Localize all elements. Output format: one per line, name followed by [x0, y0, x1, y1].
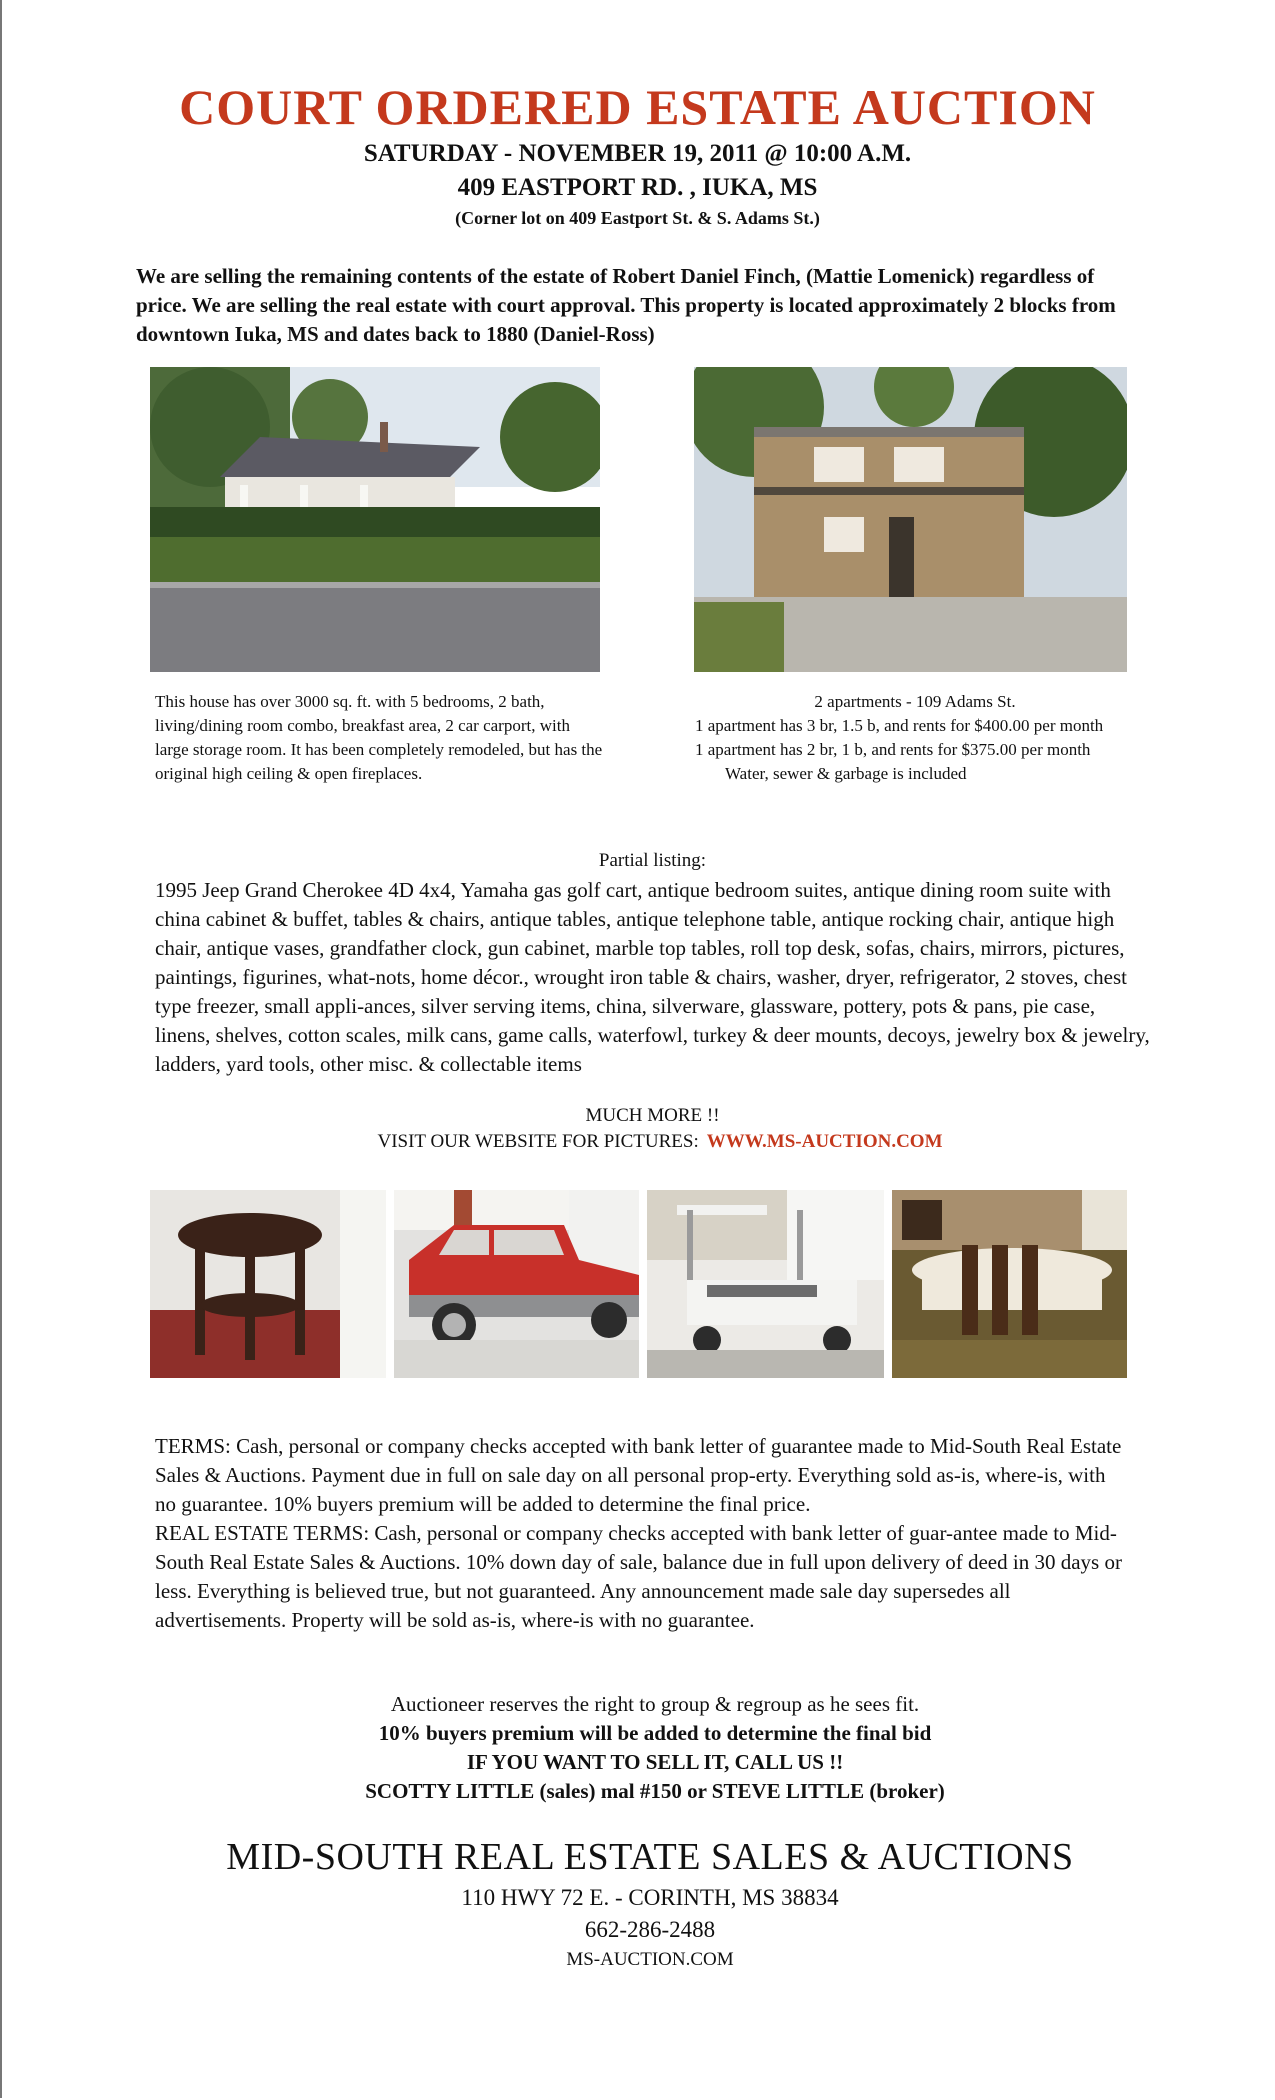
- partial-listing: 1995 Jeep Grand Cherokee 4D 4x4, Yamaha gas golf cart, antique bedroom suites, antique dining room suite with china cabinet & buffet, tables & chairs, antique tables, antique telephone table, antique rocking chair, antique high chair, antique vases, grandfather clock, gun cabinet, marble top tables, roll top desk, sofas, chairs, mirrors, pictures, paintings, figurines, what-nots, home décor., wrought iron table & chairs, washer, dryer, refrigerator, 2 stoves, chest type freezer, small appli-ances, silver serving items, china, silverware, glassware, pottery, pots & pans, pie case, linens, shelves, cotton scales, milk cans, game calls, waterfowl, turkey & deer mounts, decoys, jewelry box & jewelry, ladders, yard tools, other misc. & collectable items: [155, 878, 1150, 1076]
- intro-paragraph: We are selling the remaining contents of the estate of Robert Daniel Finch, (Mattie Lomenick) regardless of price. We are selling the real estate with court approval. This property is located approximately 2 blocks from downtown Iuka, MS and dates back to 1880 (Daniel-Ross): [136, 264, 1116, 346]
- company-website[interactable]: MS-AUCTION.COM: [566, 1949, 734, 1970]
- apartment-1-text: 1 apartment has 3 br, 1.5 b, and rents for $400.00 per month: [695, 716, 1104, 735]
- company-address: 110 HWY 72 E. - CORINTH, MS 38834: [461, 1885, 839, 1910]
- terms-paragraph: TERMS: Cash, personal or company checks accepted with bank letter of guarantee made to Mid-South Real Estate Sales & Auctions. Payment due in full on sale day on all personal prop-erty. Everything sold as-is, where-is, with no guarantee. 10% buyers premium will be added to determine the final price.: [155, 1434, 1122, 1516]
- much-more-text: MUCH MORE !!: [585, 1105, 720, 1126]
- table-photo: [150, 1190, 386, 1378]
- house-caption: This house has over 3000 sq. ft. with 5 bedrooms, 2 bath, living/dining room combo, breakfast area, 2 car carport, with large storage room. It has been completely remodeled, but has the original high ceiling & open fireplaces.: [155, 692, 603, 783]
- auction-address: 409 EASTPORT RD. , IUKA, MS: [457, 174, 818, 201]
- jeep-photo: [394, 1190, 639, 1378]
- apartment-photo: [694, 367, 1127, 672]
- website-prompt: VISIT OUR WEBSITE FOR PICTURES:: [377, 1131, 699, 1152]
- auction-title: COURT ORDERED ESTATE AUCTION: [179, 79, 1096, 135]
- real-estate-terms-paragraph: REAL ESTATE TERMS: Cash, personal or company checks accepted with bank letter of guar-antee made to Mid-South Real Estate Sales & Auctions. 10% down day of sale, balance due in full upon delivery of deed in 30 days or less. Everything is believed true, but not guaranteed. Any announcement made sale day supersedes all advertisements. Property will be sold as-is, where-is with no guarantee.: [155, 1521, 1122, 1632]
- buyers-premium-note: 10% buyers premium will be added to determine the final bid: [378, 1721, 932, 1745]
- house-photo: [150, 367, 600, 672]
- dining-room-photo: [892, 1190, 1127, 1378]
- utilities-note: Water, sewer & garbage is included: [725, 764, 967, 783]
- contacts-line: SCOTTY LITTLE (sales) mal #150 or STEVE LITTLE (broker): [365, 1779, 945, 1803]
- apartment-2-text: 1 apartment has 2 br, 1 b, and rents for $375.00 per month: [695, 740, 1091, 759]
- apartments-heading: 2 apartments - 109 Adams St.: [814, 692, 1016, 711]
- terms-block: [155, 1432, 1125, 1635]
- apartments-caption: [695, 690, 1155, 786]
- listing-heading: Partial listing:: [598, 850, 707, 871]
- auction-date: SATURDAY - NOVEMBER 19, 2011 @ 10:00 A.M.: [363, 140, 912, 167]
- corner-lot-note: (Corner lot on 409 Eastport St. & S. Adams St.): [455, 208, 820, 228]
- company-name: MID-SOUTH REAL ESTATE SALES & AUCTIONS: [226, 1836, 1074, 1878]
- website-link[interactable]: WWW.MS-AUCTION.COM: [706, 1131, 943, 1152]
- regroup-note: Auctioneer reserves the right to group & regroup as he sees fit.: [390, 1692, 920, 1716]
- website-line: [0, 1131, 1275, 1153]
- sell-it-callout: IF YOU WANT TO SELL IT, CALL US !!: [466, 1750, 844, 1774]
- company-phone: 662-286-2488: [584, 1917, 716, 1942]
- golf-cart-photo: [647, 1190, 884, 1378]
